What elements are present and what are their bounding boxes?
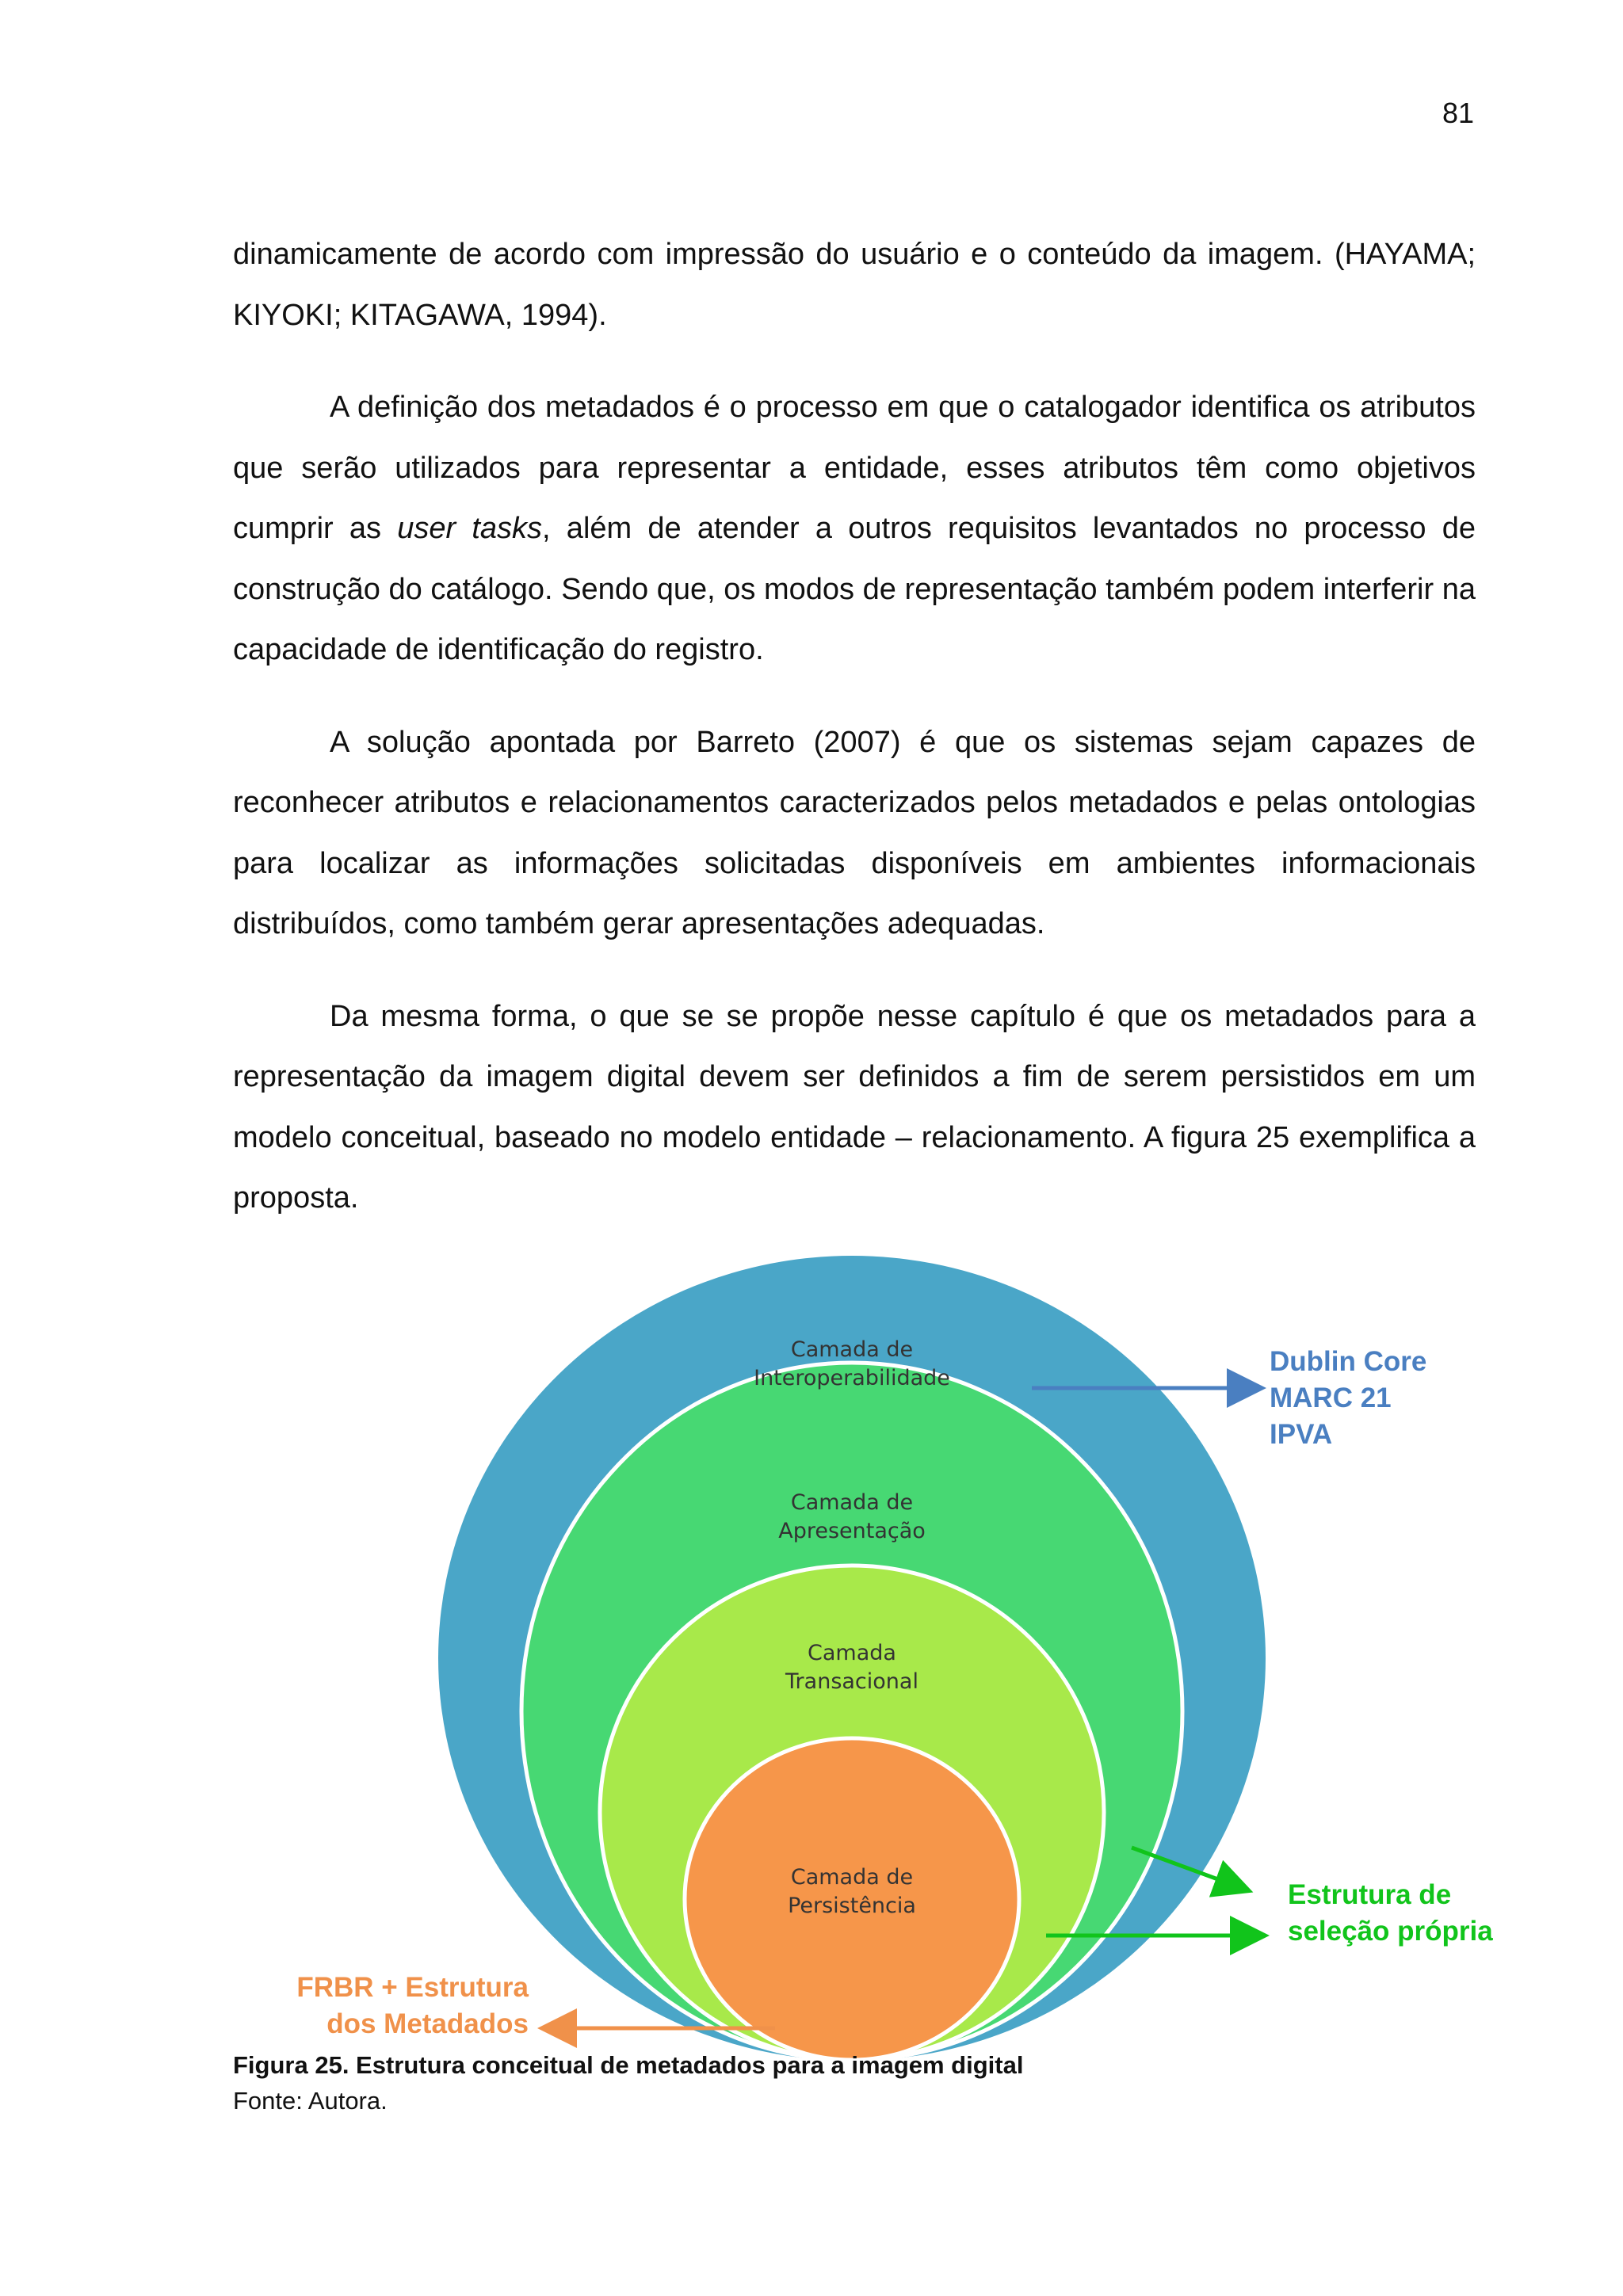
paragraph-1: dinamicamente de acordo com impressão do usuário e o conteúdo da imagem. (HAYAMA; KIYOKI; KITAGAWA, 1994). — [233, 238, 1476, 332]
label-marc-21: MARC 21 — [1270, 1383, 1392, 1413]
label-selecao-propria: seleção própria — [1288, 1916, 1493, 1947]
layer-interoperabilidade-title: Camada de — [790, 1337, 914, 1362]
layer-apresentacao-name: Apresentação — [778, 1519, 926, 1543]
paragraph-4: Da mesma forma, o que se se propõe nesse capítulo é que os metadados para a representação da imagem digital devem ser definidos a fim de serem persistidos em um modelo conceitual, baseado no modelo entidade – relacionamento. A figura 25 exemplifica a proposta. — [233, 999, 1476, 1215]
figure-caption: Figura 25. Estrutura conceitual de metadados para a imagem digital — [233, 2051, 1024, 2079]
page-number: 81 — [1442, 97, 1474, 129]
paragraph-2-rest: , além de atender a outros requisitos levantados no processo de construção do catálogo. Sendo que, os modos de representação também podem interferir na capacidade de identificação do registro. — [233, 512, 1476, 666]
layer-transacional-name: Transacional — [785, 1669, 918, 1694]
layer-persistencia-name: Persistência — [788, 1894, 916, 1918]
paragraph-3: A solução apontada por Barreto (2007) é que os sistemas sejam capazes de reconhecer atributos e relacionamentos caracterizados pelos metadados e pelas ontologias para localizar as informações solicitadas disponíveis em ambientes informacionais distribuídos, como também gerar apresentações adequadas. — [233, 725, 1476, 940]
layer-apresentacao-title: Camada de — [790, 1490, 914, 1515]
label-ipva: IPVA — [1270, 1419, 1333, 1450]
figure-source: Fonte: Autora. — [233, 2087, 388, 2115]
label-estrutura-de: Estrutura de — [1288, 1879, 1452, 1910]
label-dublin-core: Dublin Core — [1270, 1346, 1427, 1377]
layer-persistencia-title: Camada de — [790, 1865, 914, 1890]
paragraph-2-start: A definição dos metadados é o processo em que o catalogador identifica os atributos que serão utilizados para representar a entidade, esses atributos têm como objetivos cumprir as — [233, 391, 1476, 545]
layer-interoperabilidade-name: Interoperabilidade — [754, 1366, 950, 1390]
label-frbr: FRBR + Estrutura — [296, 1972, 529, 2003]
paragraph-2-emphasis: user tasks — [397, 512, 543, 545]
layer-transacional-title: Camada — [808, 1641, 896, 1665]
label-dos-metadados: dos Metadados — [327, 2008, 529, 2039]
